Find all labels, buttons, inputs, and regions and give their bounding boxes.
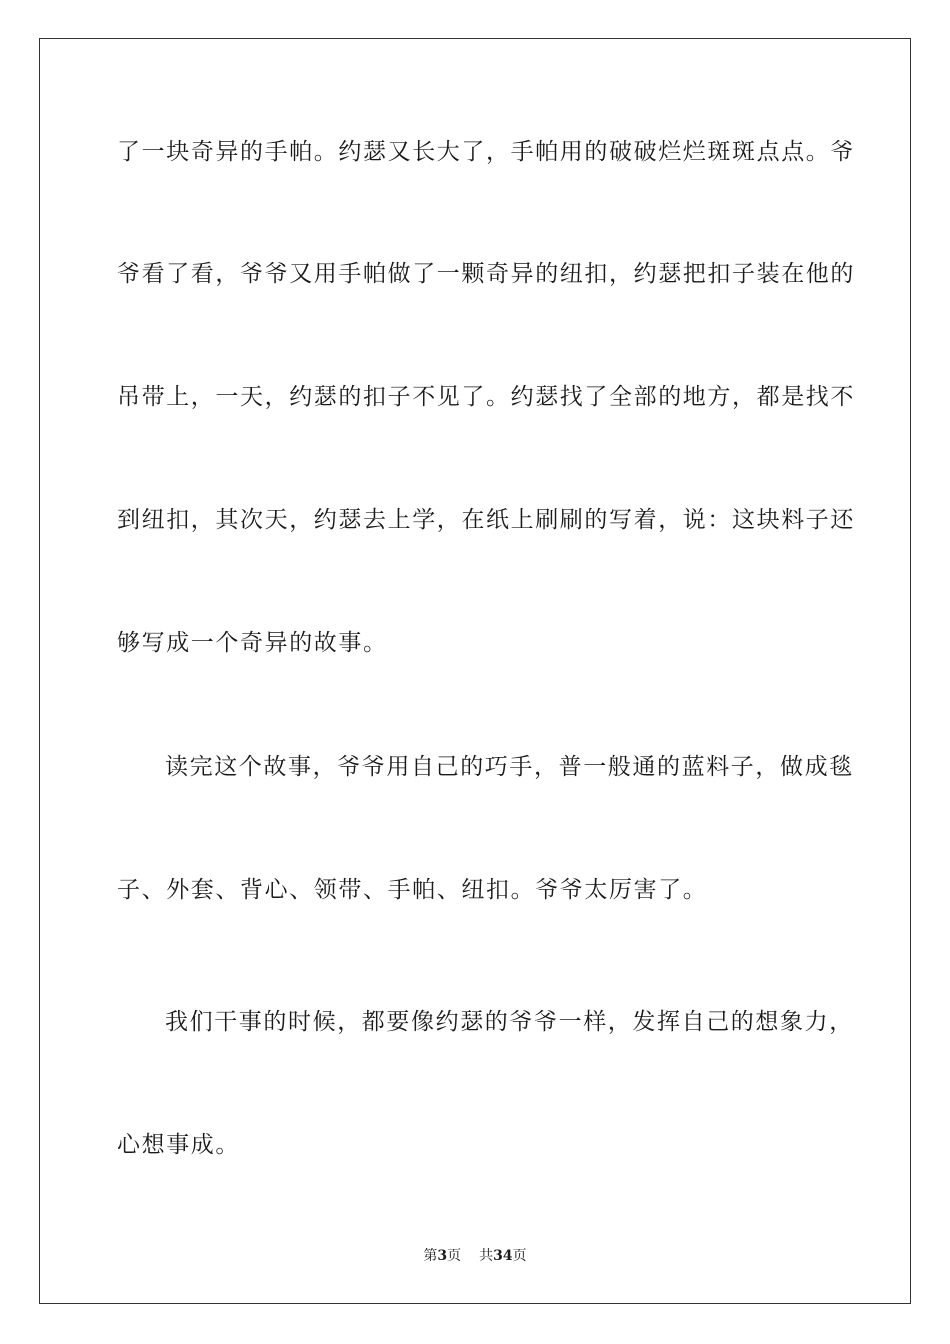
footer-page-prefix: 第 [423, 1248, 438, 1264]
body-line-5: 够写成一个奇异的故事。 [117, 630, 388, 656]
body-line-1: 了一块奇异的手帕。约瑟又长大了，手帕用的破破烂烂斑斑点点。爷 [117, 139, 855, 165]
footer-page-total: 34 [493, 1248, 513, 1264]
footer-total-suffix: 页 [512, 1248, 527, 1264]
page-frame [39, 38, 911, 1304]
body-line-2: 爷看了看，爷爷又用手帕做了一颗奇异的纽扣，约瑟把扣子装在他的 [117, 261, 855, 287]
footer-page-suffix: 页 [447, 1248, 462, 1264]
body-line-8: 我们干事的时候，都要像约瑟的爷爷一样，发挥自己的想象力， [165, 1009, 854, 1035]
body-line-7: 子、外套、背心、领带、手帕、纽扣。爷爷太厉害了。 [117, 877, 708, 903]
body-line-3: 吊带上，一天，约瑟的扣子不见了。约瑟找了全部的地方，都是找不 [117, 384, 855, 410]
page-footer [0, 1246, 950, 1266]
body-line-4: 到纽扣，其次天，约瑟去上学，在纸上刷刷的写着，说：这块料子还 [117, 507, 855, 533]
footer-total-prefix: 共 [479, 1248, 494, 1264]
body-line-6: 读完这个故事，爷爷用自己的巧手，普一般通的蓝料子，做成毯 [165, 754, 854, 780]
footer-page-current: 3 [437, 1248, 448, 1264]
body-line-9: 心想事成。 [117, 1132, 240, 1158]
